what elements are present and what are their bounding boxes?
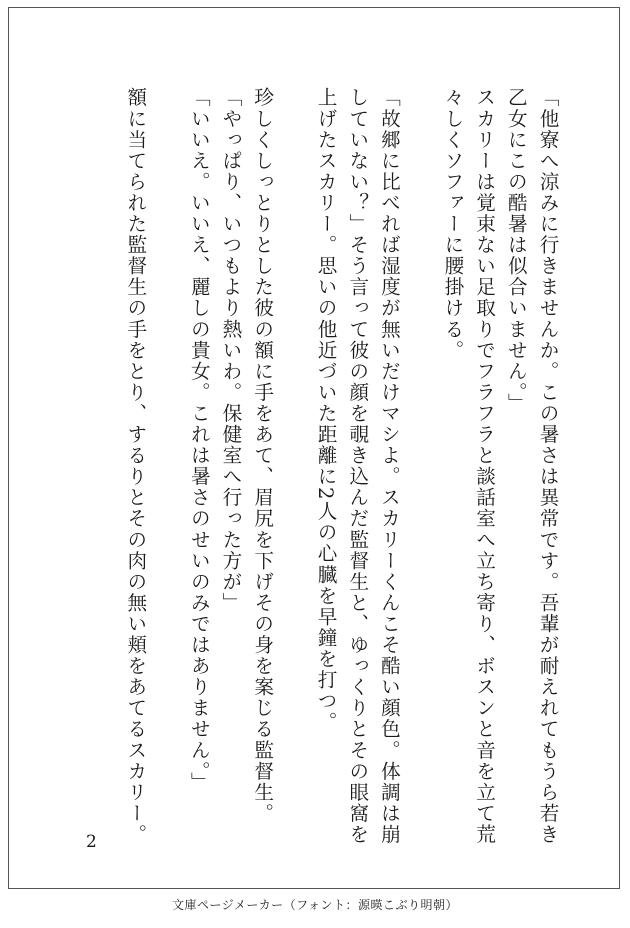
text-line: スカリーは覚束ない足取りでフラフラと談話室へ立ち寄り、ボスンと音を立て荒 <box>472 87 496 845</box>
text-line: 上げたスカリー。思いの他近づいた距離に2人の心臓を早鐘を打つ。 <box>314 87 338 733</box>
blank-line <box>404 87 436 827</box>
blank-line <box>151 87 183 827</box>
text-line: 額に当てられた監督生の手をとり、するりとその肉の無い頬をあてるスカリー。 <box>123 87 147 845</box>
text-line: 々しくソファーに腰掛ける。 <box>440 87 464 361</box>
text-line: 「いいえ。いいえ、麗しの貴女。これは暑さのせいのみではありません。」 <box>187 87 211 793</box>
text-line: 珍しくしっとりとした彼の額に手をあて、眉尻を下げその身を案じる監督生。 <box>250 87 274 824</box>
page-number: 2 <box>86 832 97 852</box>
vertical-text-block <box>73 87 563 845</box>
text-line: 「他寮へ涼みに行きませんか。この暑さは異常です。吾輩が耐えれてもうら若き <box>536 87 559 845</box>
blank-line <box>278 87 310 827</box>
text-line: していない？」そう言って彼の顔を覗き込んだ監督生と、ゆっくりとその眼窩を <box>345 87 369 845</box>
text-line: 「故郷に比べれば湿度が無いだけマシよ。スカリーくんこそ酷い顔色。体調は崩 <box>377 87 401 845</box>
page-frame <box>8 7 620 889</box>
text-line: 乙女にこの酷暑は似合いません。」 <box>504 87 528 414</box>
text-line: 「やっぱり、いつもより熱いわ。保健室へ行った方が」 <box>218 87 242 614</box>
footer-caption: 文庫ページメーカー（フォント：源暎こぶり明朝） <box>171 898 459 912</box>
